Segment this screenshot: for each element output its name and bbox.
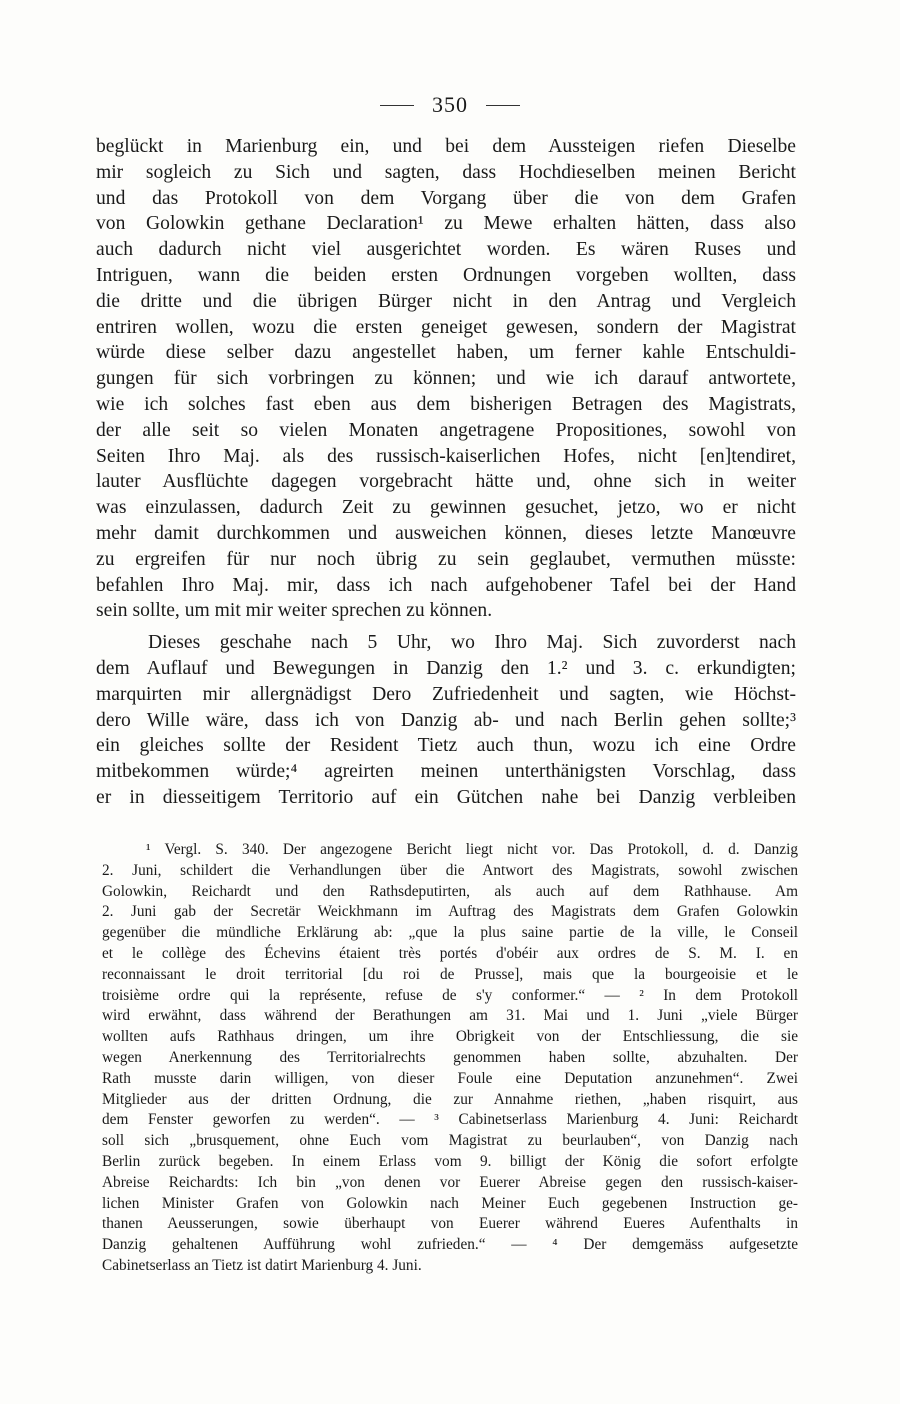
text-line: der alle seit so vielen Monaten angetragene Propositiones, sowohl von <box>96 419 796 441</box>
footnote-line: dem Fenster geworfen zu werden“. — ³ Cabinetserlass Marienburg 4. Juni: Reichardt <box>102 1111 798 1129</box>
text-line: sein sollte, um mit mir weiter sprechen zu können. <box>96 600 493 622</box>
text-line: ein gleiches sollte der Resident Tietz auch thun, wozu ich eine Ordre <box>96 735 796 757</box>
text-line: beglückt in Marienburg ein, und bei dem Aussteigen riefen Dieselbe <box>96 136 796 157</box>
text-line: mir sogleich zu Sich und sagten, dass Hochdieselben meinen Bericht <box>96 161 796 183</box>
footnote-line: ¹ Vergl. S. 340. Der angezogene Bericht liegt nicht vor. Das Protokoll, d. d. Danzig <box>146 841 798 858</box>
text-line: er in diesseitigem Territorio auf ein Gütchen nahe bei Danzig verbleiben <box>96 786 796 808</box>
paragraph-first-line: Dieses geschahe nach 5 Uhr, wo Ihro Maj. Sich zuvorderst nach <box>148 632 796 654</box>
footnote-line: reconnaissant le droit territorial [du roi de Prusse], mais que la bourgeoisie et le <box>102 965 798 983</box>
footnote-line: soll sich „brusquement, ohne Euch vom Magistrat zu beurlauben“, von Danzig nach <box>102 1132 798 1150</box>
footnote-line: wegen Anerkennung des Territorialrechts genommen haben sollte, abzuhalten. Der <box>102 1048 798 1066</box>
page-number: 350 <box>432 92 468 117</box>
page-header <box>0 90 900 120</box>
text-line: würde diese selber dazu angestellet haben, um ferner kahle Entschuldi- <box>96 342 796 364</box>
text-line: Seiten Ihro Maj. als des russisch-kaiserlichen Hofes, nicht [en]tendiret, <box>96 445 796 467</box>
text-line: marquirten mir allergnädigst Dero Zufriedenheit und sagten, wie Höchst- <box>96 683 796 705</box>
text-line: auch dadurch nicht viel ausgerichtet worden. Es wären Ruses und <box>96 239 796 261</box>
footnote-line: Cabinetserlass an Tietz ist datirt Marienburg 4. Juni. <box>102 1256 422 1274</box>
footnote-line: troisième ordre qui la représente, refuse de s'y conformer.“ — ² In dem Protokoll <box>102 986 798 1004</box>
footnotes <box>102 840 798 1277</box>
footnote-line: Berlin zurück begeben. In einem Erlass vom 9. billigt der König die sofort erfolgte <box>102 1152 798 1170</box>
footnote-line: Danzig gehaltenen Aufführung wohl zufrieden.“ — ⁴ Der demgemäss aufgesetzte <box>102 1236 798 1254</box>
header-rule-right <box>486 105 520 106</box>
text-line: Intriguen, wann die beiden ersten Ordnungen vorgeben wollten, dass <box>96 264 796 286</box>
main-text <box>96 134 796 811</box>
footnote-line: Golowkin, Reichardt und den Rathsdeputirten, als auch auf dem Rathhause. Am <box>102 882 798 900</box>
footnote-line: wird erwähnt, dass während der Berathungen am 31. Mai und 1. Juni „viele Bürger <box>102 1007 798 1025</box>
footnote-line: 2. Juni, schildert die Verhandlungen über die Antwort des Magistrats, sowohl zwischen <box>102 861 798 879</box>
footnote-line: 2. Juni gab der Secretär Weickhmann im Auftrag des Magistrats dem Grafen Golowkin <box>102 903 798 921</box>
text-line: und das Protokoll von dem Vorgang über die von dem Grafen <box>96 187 796 209</box>
text-line: wie ich solches fast eben aus dem bisherigen Betragen des Magistrats, <box>96 393 796 415</box>
text-line: lauter Ausflüchte dagegen vorgebracht hätte und, ohne sich in weiter <box>96 471 796 493</box>
text-line: befahlen Ihro Maj. mir, dass ich nach aufgehobener Tafel bei der Hand <box>96 574 796 596</box>
text-line: was einzulassen, dadurch Zeit zu gewinnen gesuchet, jetzo, wo er nicht <box>96 497 796 519</box>
text-line: gungen für sich vorbringen zu können; und wie ich darauf antwortete, <box>96 368 796 390</box>
text-line: entriren wollen, wozu die ersten geneiget gewesen, sondern der Magistrat <box>96 316 796 338</box>
footnote-line: Rath musste darin willigen, von dieser Foule eine Deputation anzunehmen“. Zwei <box>102 1069 798 1087</box>
footnote-line: Mitglieder aus der dritten Ordnung, die zur Annahme riethen, „haben risquirt, aus <box>102 1090 798 1108</box>
text-line: die dritte und die übrigen Bürger nicht in den Antrag und Vergleich <box>96 290 796 312</box>
header-rule-left <box>380 105 414 106</box>
footnote-line: wollten aufs Rathhaus dringen, um ihre Obrigkeit von der Entschliessung, die sie <box>102 1028 798 1046</box>
footnote-line: gegenüber die mündliche Erklärung ab: „que la plus saine partie de la ville, le Conseil <box>102 924 798 942</box>
text-line: mehr damit durchkommen und ausweichen können, dieses letzte Manœuvre <box>96 522 796 544</box>
text-line: mitbekommen würde;⁴ agreirten meinen unterthänigsten Vorschlag, dass <box>96 761 796 783</box>
footnote-line: et le collège des Échevins étaient très portés d'obéir aux ordres de S. M. I. en <box>102 944 798 962</box>
footnote-line: lichen Minister Grafen von Golowkin nach Meiner Euch gegebenen Instruction ge- <box>102 1194 798 1212</box>
footnote-line: thanen Aeusserungen, sowie überhaupt von Euerer während Eueres Aufenthalts in <box>102 1215 798 1233</box>
text-line: von Golowkin gethane Declaration¹ zu Mewe erhalten hätten, dass also <box>96 213 796 235</box>
text-line: dero Wille wäre, dass ich von Danzig ab- und nach Berlin gehen sollte;³ <box>96 709 796 731</box>
text-line: zu ergreifen für nur noch übrig zu sein geglaubet, vermuthen müsste: <box>96 548 796 570</box>
footnote-line: Abreise Reichardts: Ich bin „von denen vor Euerer Abreise gegen den russisch-kaiser- <box>102 1173 798 1191</box>
text-line: dem Auflauf und Bewegungen in Danzig den 1.² und 3. c. erkundigten; <box>96 657 796 679</box>
